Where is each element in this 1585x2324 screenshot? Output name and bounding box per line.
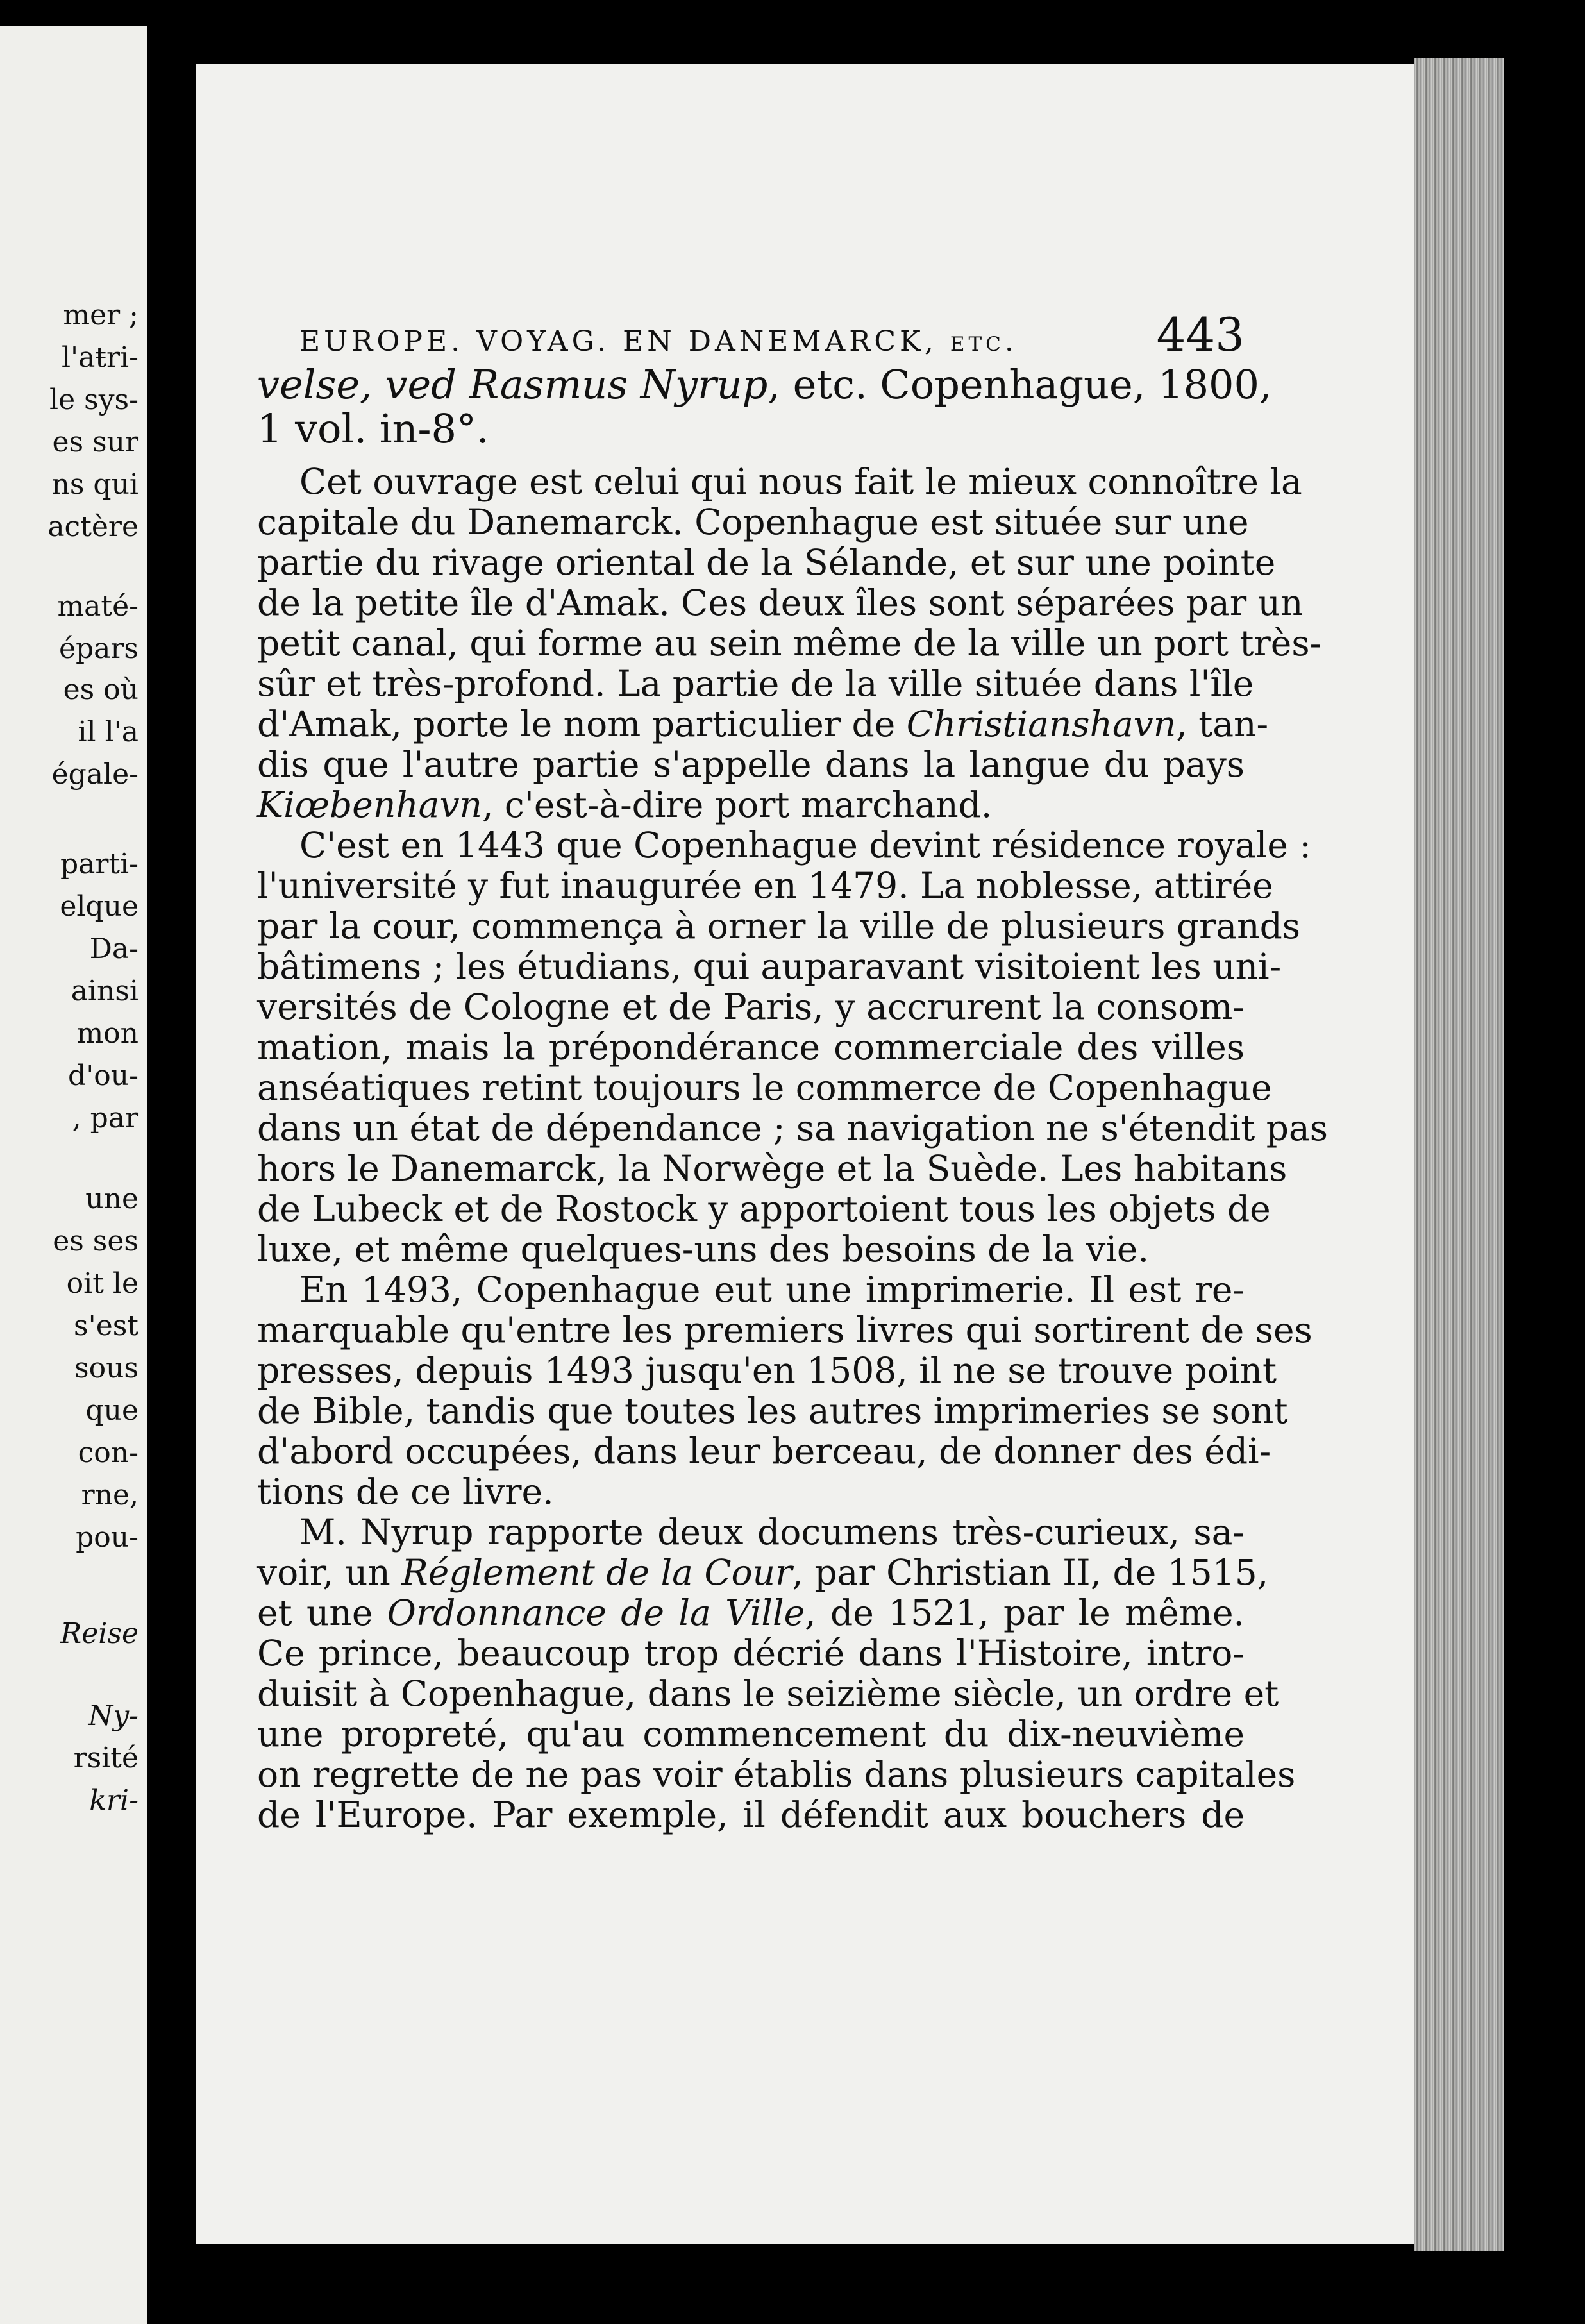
previous-page-text-fragment: que [85, 1394, 138, 1427]
paragraph-line: En 1493, Copenhague eut une imprimerie. Il est re- [299, 1269, 1245, 1310]
paragraph-line: versités de Cologne et de Paris, y accrurent la consom- [257, 986, 1245, 1027]
citation-title: velse, ved Rasmus Nyrup [257, 361, 768, 408]
paragraph-line: de l'Europe. Par exemple, il défendit aux bouchers de [257, 1794, 1245, 1835]
paragraph-line: Ce prince, beaucoup trop décrié dans l'Histoire, intro- [257, 1633, 1245, 1674]
previous-page-text-fragment: Ny- [88, 1699, 138, 1732]
place-name: Kiœbenhavn [257, 784, 482, 825]
paragraph-line: bâtimens ; les étudians, qui auparavant visitoient les uni- [257, 946, 1282, 987]
previous-page-text-fragment: parti- [60, 848, 138, 880]
paragraph-line: M. Nyrup rapporte deux documens très-curieux, sa- [299, 1511, 1245, 1553]
paragraph-line: capitale du Danemarck. Copenhague est située sur une [257, 501, 1249, 543]
previous-page-text-fragment: rne, [81, 1479, 138, 1511]
previous-page-text-fragment: rsité [73, 1742, 138, 1774]
paragraph-line: de Bible, tandis que toutes les autres imprimeries se sont [257, 1390, 1288, 1431]
document-title: Réglement de la Cour [401, 1552, 792, 1593]
running-head [257, 308, 1245, 362]
paragraph-line: marquable qu'entre les premiers livres qui sortirent de ses [257, 1309, 1312, 1351]
previous-page-text-fragment: ns qui [51, 468, 138, 501]
citation-line [257, 361, 1272, 408]
text-run: , tan- [1176, 703, 1269, 745]
text-run: , c'est-à-dire port marchand. [482, 784, 993, 825]
paragraph-line [257, 785, 1245, 825]
paragraph-line: dans un état de dépendance ; sa navigation ne s'étendit pas [257, 1107, 1329, 1149]
previous-page-text-fragment: ainsi [71, 975, 138, 1007]
paragraph-line: de Lubeck et de Rostock y apportoient tous les objets de [257, 1188, 1271, 1229]
paragraph-line [257, 1593, 1245, 1633]
text-run: , par Christian II, de 1515, [792, 1552, 1269, 1593]
paragraph-line: une propreté, qu'au commencement du dix-neuvième [257, 1714, 1245, 1755]
paragraph-line: on regrette de ne pas voir établis dans plusieurs capitales [257, 1754, 1296, 1795]
paragraph-line [257, 703, 1269, 745]
page-edges [1414, 58, 1504, 2251]
paragraph-line: de la petite île d'Amak. Ces deux îles sont séparées par un [257, 582, 1304, 623]
page-text [257, 308, 1329, 1835]
previous-page-text-fragment: d'ou- [68, 1059, 138, 1092]
paragraph-line: d'abord occupées, dans leur berceau, de donner des édi- [257, 1431, 1271, 1472]
previous-page-text-fragment: le sys- [49, 383, 138, 416]
text-run: , de 1521, par le même. [805, 1592, 1245, 1633]
paragraph-line: sûr et très-profond. La partie de la ville située dans l'île [257, 663, 1254, 704]
previous-page-text-fragment: kri- [89, 1784, 138, 1817]
previous-page-text-fragment: il l'a [78, 716, 138, 748]
document-title: Ordonnance de la Ville [387, 1592, 805, 1633]
paragraph-line [257, 1552, 1269, 1593]
text-run: voir, un [257, 1552, 402, 1593]
page-number: 443 [1156, 308, 1245, 362]
paragraph-line: anséatiques retint toujours le commerce de Copenhague [257, 1067, 1272, 1108]
previous-page-text-fragment: mer ; [63, 299, 138, 332]
previous-page-text-fragment: égale- [51, 758, 138, 791]
previous-page-text-fragment: es où [63, 673, 138, 706]
previous-page-text-fragment: Da- [89, 932, 138, 965]
previous-page-text-fragment: l'aŧri- [61, 341, 138, 374]
paragraph-line: presses, depuis 1493 jusqu'en 1508, il ne se trouve point [257, 1350, 1277, 1391]
paragraph-line: Cet ouvrage est celui qui nous fait le mieux connoître la [299, 461, 1302, 502]
book-page [196, 64, 1414, 2244]
paragraph-line: duisit à Copenhague, dans le seizième siècle, un ordre et [257, 1673, 1279, 1714]
previous-page-text-fragment: , par [72, 1102, 138, 1134]
previous-page-fragment [0, 26, 147, 2324]
previous-page-text-fragment: maté- [57, 590, 138, 623]
previous-page-text-fragment: actère [47, 510, 138, 543]
previous-page-text-fragment: con- [78, 1436, 138, 1469]
place-name: Christianshavn [906, 703, 1177, 745]
citation-line: 1 vol. in-8°. [257, 405, 489, 452]
previous-page-text-fragment: pou- [76, 1521, 138, 1554]
previous-page-text-fragment: Reise [60, 1617, 138, 1650]
paragraph-line: petit canal, qui forme au sein même de la ville un port très- [257, 623, 1322, 664]
paragraph-line: l'université y fut inaugurée en 1479. La noblesse, attirée [257, 865, 1273, 906]
text-run: et une [257, 1592, 387, 1633]
running-title: EUROPE. VOYAG. EN DANEMARCK, etc. [299, 325, 1018, 358]
paragraph-line: dis que l'autre partie s'appelle dans la langue du pays [257, 744, 1245, 785]
previous-page-text-fragment: s'est [74, 1309, 138, 1342]
paragraph-line: partie du rivage oriental de la Sélande, et sur une pointe [257, 542, 1276, 583]
paragraph-line: luxe, et même quelques-uns des besoins de la vie. [257, 1229, 1149, 1270]
paragraph-line: par la cour, commença à orner la ville de plusieurs grands [257, 905, 1301, 947]
previous-page-text-fragment: mon [76, 1017, 138, 1050]
citation-text: , etc. Copenhague, 1800, [767, 361, 1272, 408]
previous-page-text-fragment: es ses [53, 1225, 138, 1258]
paragraph-line: tions de ce livre. [257, 1471, 554, 1512]
paragraph-line: mation, mais la prépondérance commerciale des villes [257, 1027, 1245, 1068]
previous-page-text-fragment: es sur [52, 426, 138, 459]
previous-page-text-fragment: elque [60, 890, 138, 923]
text-run: d'Amak, porte le nom particulier de [257, 703, 907, 745]
paragraph-line: C'est en 1443 que Copenhague devint résidence royale : [299, 825, 1311, 866]
paragraph-line: hors le Danemarck, la Norwège et la Suède. Les habitans [257, 1148, 1287, 1189]
previous-page-text-fragment: une [85, 1183, 138, 1215]
previous-page-text-fragment: sous [74, 1352, 138, 1385]
previous-page-text-fragment: oit le [66, 1267, 138, 1300]
previous-page-text-fragment: épars [58, 632, 138, 665]
book-gutter [147, 26, 196, 2324]
